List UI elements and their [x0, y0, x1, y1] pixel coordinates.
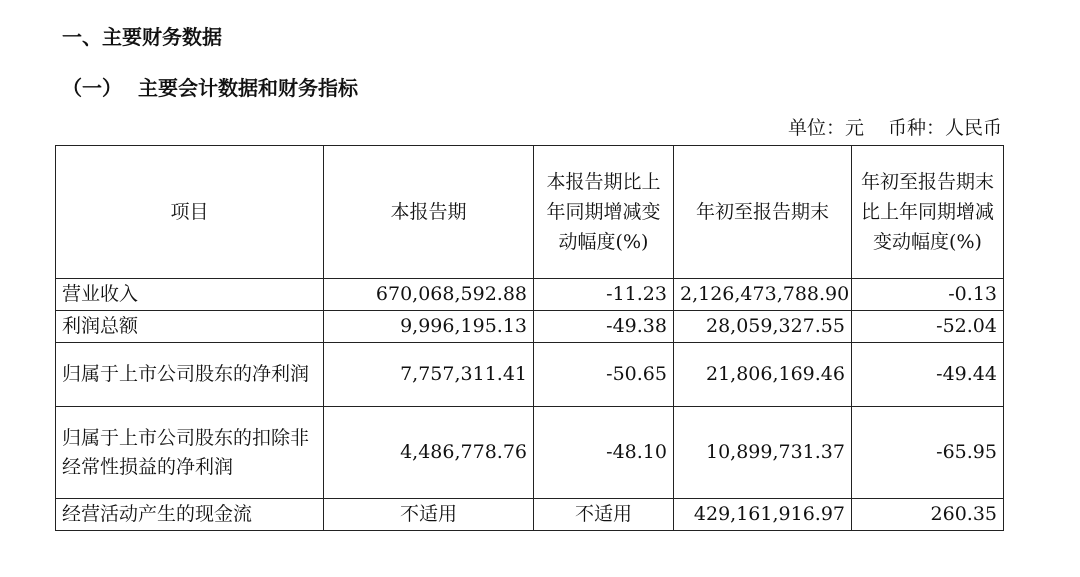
row-item-label: 利润总额 [56, 311, 324, 343]
section-title: 一、主要财务数据 [62, 25, 222, 49]
header-ytd-change: 年初至报告期末比上年同期增减变动幅度(%) [852, 146, 1004, 279]
row-current-change: -50.65 [534, 343, 674, 407]
row-current-value: 9,996,195.13 [324, 311, 534, 343]
row-current-change: 不适用 [534, 499, 674, 531]
table-row [56, 499, 1004, 531]
row-current-value: 670,068,592.88 [324, 279, 534, 311]
row-current-value: 7,757,311.41 [324, 343, 534, 407]
row-current-change: -48.10 [534, 407, 674, 499]
header-ytd: 年初至报告期末 [674, 146, 852, 279]
unit-label: 单位：元 [787, 117, 864, 139]
row-item-label: 归属于上市公司股东的净利润 [56, 343, 324, 407]
row-ytd-change: -0.13 [852, 279, 1004, 311]
row-ytd-change: -52.04 [852, 311, 1004, 343]
currency-label: 币种：人民币 [887, 117, 1002, 139]
table-header-row [56, 146, 1004, 279]
row-ytd-change: -65.95 [852, 407, 1004, 499]
row-ytd-value: 2,126,473,788.90 [674, 279, 852, 311]
header-item: 项目 [56, 146, 324, 279]
row-current-change: -11.23 [534, 279, 674, 311]
table-row [56, 343, 1004, 407]
row-item-label: 经营活动产生的现金流 [56, 499, 324, 531]
subsection-heading [62, 73, 358, 103]
row-current-value: 不适用 [324, 499, 534, 531]
header-current-change: 本报告期比上年同期增减变动幅度(%) [534, 146, 674, 279]
row-item-label: 归属于上市公司股东的扣除非经常性损益的净利润 [56, 407, 324, 499]
table-row [56, 279, 1004, 311]
subsection-title: 主要会计数据和财务指标 [138, 76, 358, 100]
table-row [56, 311, 1004, 343]
table-row [56, 407, 1004, 499]
row-ytd-value: 21,806,169.46 [674, 343, 852, 407]
row-ytd-value: 10,899,731.37 [674, 407, 852, 499]
row-item-label: 营业收入 [56, 279, 324, 311]
unit-note [788, 114, 1002, 142]
row-current-value: 4,486,778.76 [324, 407, 534, 499]
subsection-number: （一） [62, 76, 122, 100]
row-ytd-change: -49.44 [852, 343, 1004, 407]
header-current-period: 本报告期 [324, 146, 534, 279]
row-ytd-value: 429,161,916.97 [674, 499, 852, 531]
row-ytd-change: 260.35 [852, 499, 1004, 531]
row-current-change: -49.38 [534, 311, 674, 343]
row-ytd-value: 28,059,327.55 [674, 311, 852, 343]
financial-data-table [55, 145, 1004, 531]
